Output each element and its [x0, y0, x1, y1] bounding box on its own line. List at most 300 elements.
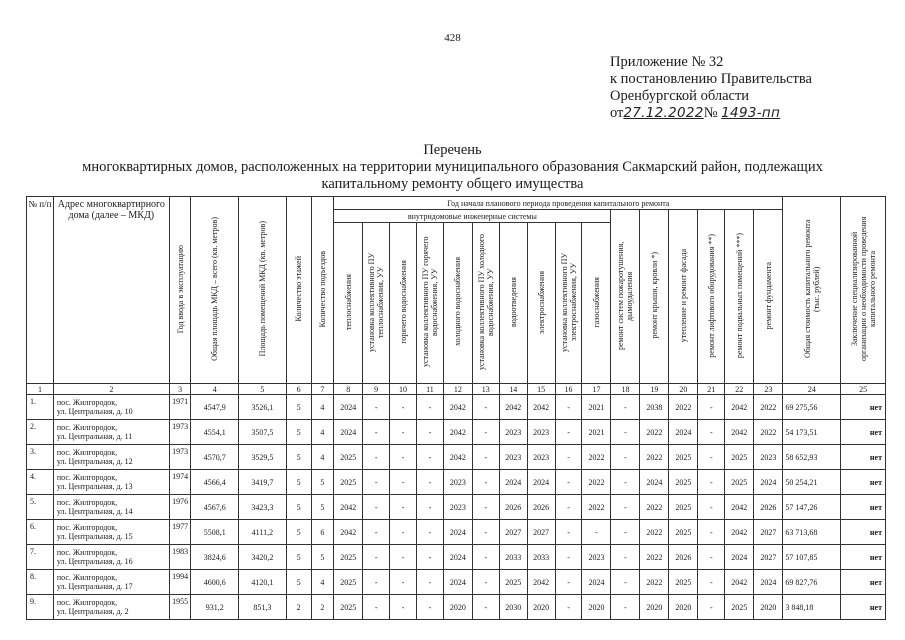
table-cell: 7. — [27, 545, 54, 570]
table-cell: - — [555, 520, 582, 545]
table-cell: 2020 — [443, 595, 472, 620]
table-row — [27, 445, 886, 470]
header-cost: Общая стоимость капитального ремонта (тыс. рублей) — [783, 197, 841, 384]
table-cell: 2027 — [754, 520, 783, 545]
table-cell: 2026 — [499, 495, 527, 520]
table-cell: - — [611, 520, 640, 545]
table-cell: 2042 — [527, 570, 555, 595]
table-cell: 3420,2 — [239, 545, 287, 570]
table-cell: 2024 — [443, 570, 472, 595]
header-electric: электроснабжения — [527, 223, 555, 384]
table-cell: 2023 — [499, 445, 527, 470]
table-cell: 2024 — [334, 395, 363, 420]
column-number: 12 — [443, 384, 472, 395]
table-cell: - — [611, 445, 640, 470]
table-cell: 2022 — [640, 545, 669, 570]
table-cell: нет — [841, 545, 886, 570]
column-number: 15 — [527, 384, 555, 395]
column-number: 25 — [841, 384, 886, 395]
table-cell: 1976 — [169, 495, 191, 520]
table-cell: нет — [841, 420, 886, 445]
header-address: Адрес многоквартирного дома (далее – МКД) — [53, 197, 169, 384]
table-cell: 2042 — [334, 495, 363, 520]
header-roof: ремонт крыши, кровли *) — [640, 210, 669, 384]
column-number: 4 — [191, 384, 239, 395]
table-cell: 9. — [27, 595, 54, 620]
table-cell: 5 — [311, 545, 334, 570]
table-cell: 2033 — [499, 545, 527, 570]
column-number: 17 — [582, 384, 611, 395]
column-numbers — [27, 384, 886, 395]
table-cell: 6. — [27, 520, 54, 545]
table-cell: нет — [841, 595, 886, 620]
table-cell: - — [611, 545, 640, 570]
table-cell: 2025 — [669, 470, 698, 495]
table-cell: пос. Жилгородок, ул. Центральная, д. 11 — [53, 420, 169, 445]
table-cell: 2025 — [669, 570, 698, 595]
annex-block — [610, 54, 812, 122]
table-cell: 2024 — [640, 470, 669, 495]
table-cell: - — [555, 545, 582, 570]
column-number: 9 — [363, 384, 390, 395]
table-cell: 2021 — [582, 395, 611, 420]
table-cell: 2023 — [443, 470, 472, 495]
table-cell: 2022 — [582, 445, 611, 470]
table-cell: 57 147,26 — [783, 495, 841, 520]
table-cell: 1955 — [169, 595, 191, 620]
table-cell: 2023 — [754, 445, 783, 470]
table-cell: 5. — [27, 495, 54, 520]
header-premises-area: Площадь помещений МКД (кв. метров) — [239, 197, 287, 384]
table-cell: 1971 — [169, 395, 191, 420]
header-cold-water: холодного водоснабжения — [443, 223, 472, 384]
table-cell: - — [698, 520, 725, 545]
table-cell: 1973 — [169, 445, 191, 470]
column-number: 14 — [499, 384, 527, 395]
table-cell: 63 713,68 — [783, 520, 841, 545]
table-cell: 1974 — [169, 470, 191, 495]
table-cell: - — [611, 495, 640, 520]
table-cell: - — [698, 495, 725, 520]
table-cell: 3419,7 — [239, 470, 287, 495]
table-cell: 2020 — [640, 595, 669, 620]
table-cell: 2027 — [499, 520, 527, 545]
table-cell: - — [611, 420, 640, 445]
table-cell: 57 107,85 — [783, 545, 841, 570]
table-cell: 5 — [286, 395, 311, 420]
table-cell: 2042 — [725, 495, 754, 520]
table-cell: - — [555, 595, 582, 620]
table-cell: 1983 — [169, 545, 191, 570]
table-cell: - — [390, 545, 417, 570]
table-cell: 2 — [286, 595, 311, 620]
table-cell: пос. Жилгородок, ул. Центральная, д. 12 — [53, 445, 169, 470]
header-pu-heating: установка коллективного ПУ теплоснабжения, УУ — [363, 223, 390, 384]
table-cell: - — [555, 570, 582, 595]
table-cell: 2024 — [443, 545, 472, 570]
table-cell: - — [417, 570, 444, 595]
table-cell: 4566,4 — [191, 470, 239, 495]
table-cell: - — [363, 470, 390, 495]
column-number: 20 — [669, 384, 698, 395]
table-cell: 2025 — [725, 445, 754, 470]
table-cell: пос. Жилгородок, ул. Центральная, д. 10 — [53, 395, 169, 420]
table-cell: 58 652,93 — [783, 445, 841, 470]
table-cell: 69 827,76 — [783, 570, 841, 595]
table-cell: 2023 — [582, 545, 611, 570]
table-cell: 4. — [27, 470, 54, 495]
table-cell: - — [390, 495, 417, 520]
annex-number-prefix: № — [703, 105, 718, 121]
table-cell: 3 848,18 — [783, 595, 841, 620]
table-cell: 2022 — [640, 570, 669, 595]
header-pu-electric: установка коллективного ПУ электроснабжения, УУ — [555, 223, 582, 384]
column-number: 21 — [698, 384, 725, 395]
table-cell: - — [363, 420, 390, 445]
table-cell: - — [472, 545, 499, 570]
table-cell: - — [363, 545, 390, 570]
table-cell: - — [555, 470, 582, 495]
annex-number: 1493-пп — [721, 105, 781, 121]
header-basement: ремонт подвальных помещений ***) — [725, 210, 754, 384]
table-cell: нет — [841, 495, 886, 520]
header-total-area: Общая площадь МКД – всего (кв. метров) — [191, 197, 239, 384]
table-cell: - — [390, 470, 417, 495]
header-group-period: Год начала планового периода проведения капитального ремонта — [334, 197, 783, 210]
table-cell: 2033 — [527, 545, 555, 570]
table-cell: 5 — [286, 420, 311, 445]
table-cell: 4 — [311, 445, 334, 470]
header-hot-water: горячего водоснабжения — [390, 223, 417, 384]
header-facade: утепление и ремонт фасада — [669, 210, 698, 384]
table-cell: 5 — [286, 495, 311, 520]
table-cell: 4600,6 — [191, 570, 239, 595]
table-cell: нет — [841, 470, 886, 495]
table-cell: 4120,1 — [239, 570, 287, 595]
table-cell: 2042 — [443, 445, 472, 470]
table-cell: 3529,5 — [239, 445, 287, 470]
table-cell: 2038 — [640, 395, 669, 420]
column-number: 16 — [555, 384, 582, 395]
table-cell: 2025 — [669, 520, 698, 545]
table-cell: 4567,6 — [191, 495, 239, 520]
table-cell: - — [582, 520, 611, 545]
column-number: 24 — [783, 384, 841, 395]
table-cell: - — [417, 495, 444, 520]
column-number: 18 — [611, 384, 640, 395]
column-number: 22 — [725, 384, 754, 395]
header-fire: ремонт систем пожаротушения, дымоудаления — [611, 210, 640, 384]
table-cell: 2025 — [334, 545, 363, 570]
table-cell: 2025 — [334, 595, 363, 620]
table-cell: 4547,9 — [191, 395, 239, 420]
header-pu-hot-water: установка коллективного ПУ горячего водоснабжения, УУ — [417, 223, 444, 384]
column-number: 7 — [311, 384, 334, 395]
table-cell: 5 — [286, 520, 311, 545]
header-pu-cold-water: установка коллективного ПУ холодного водоснабжения, УУ — [472, 223, 499, 384]
table-cell: 4570,7 — [191, 445, 239, 470]
table-cell: 2024 — [754, 470, 783, 495]
column-number: 11 — [417, 384, 444, 395]
table-cell: 2042 — [443, 420, 472, 445]
table-cell: 1977 — [169, 520, 191, 545]
table-cell: 2. — [27, 420, 54, 445]
column-number: 23 — [754, 384, 783, 395]
table-cell: 2042 — [499, 395, 527, 420]
table-cell: 4554,1 — [191, 420, 239, 445]
table-cell: - — [611, 470, 640, 495]
table-cell: 2025 — [499, 570, 527, 595]
table-cell: 2025 — [669, 495, 698, 520]
table-cell: 2042 — [725, 395, 754, 420]
header-heating: теплоснабжения — [334, 223, 363, 384]
table-cell: 2024 — [754, 570, 783, 595]
header-conclusion: Заключение специализированной организации о необходимости проведения капитального ремонта — [841, 197, 886, 384]
column-number: 1 — [27, 384, 54, 395]
table-cell: пос. Жилгородок, ул. Центральная, д. 2 — [53, 595, 169, 620]
column-number: 19 — [640, 384, 669, 395]
annex-line-2: к постановлению Правительства — [610, 71, 812, 87]
table-cell: 2025 — [334, 570, 363, 595]
column-number: 6 — [286, 384, 311, 395]
table-cell: - — [555, 495, 582, 520]
table-cell: - — [472, 595, 499, 620]
table-cell: - — [390, 395, 417, 420]
table-cell: 3507,5 — [239, 420, 287, 445]
table-cell: 2042 — [725, 520, 754, 545]
table-cell: 2042 — [725, 420, 754, 445]
table-cell: - — [417, 595, 444, 620]
table-cell: 2 — [311, 595, 334, 620]
table-cell: нет — [841, 445, 886, 470]
table-cell: 931,2 — [191, 595, 239, 620]
table-cell: - — [390, 445, 417, 470]
table-row — [27, 545, 886, 570]
header-entrances: Количество подъездов — [311, 197, 334, 384]
annex-date-line — [610, 105, 812, 122]
table-cell: 2025 — [334, 445, 363, 470]
table-row — [27, 595, 886, 620]
table-cell: - — [555, 445, 582, 470]
header-floors: Количество этажей — [286, 197, 311, 384]
table-cell: - — [698, 545, 725, 570]
table-cell: - — [698, 595, 725, 620]
column-number: 3 — [169, 384, 191, 395]
table-cell: - — [363, 495, 390, 520]
table-cell: 2022 — [582, 495, 611, 520]
table-cell: - — [363, 520, 390, 545]
table-row — [27, 470, 886, 495]
title-line-2: многоквартирных домов, расположенных на территории муниципального образования Сакмарский район, подлежащих — [82, 159, 823, 175]
table-cell: 2022 — [640, 495, 669, 520]
table-cell: 2025 — [334, 470, 363, 495]
page-number: 428 — [444, 32, 461, 44]
table-cell: 2042 — [443, 395, 472, 420]
table-cell: - — [417, 545, 444, 570]
table-cell: нет — [841, 520, 886, 545]
table-cell: 2022 — [640, 420, 669, 445]
table-cell: 5 — [311, 495, 334, 520]
table-cell: 2026 — [669, 545, 698, 570]
table-cell: 2027 — [754, 545, 783, 570]
table-cell: 3824,6 — [191, 545, 239, 570]
table-cell: 5 — [286, 545, 311, 570]
table-cell: 8. — [27, 570, 54, 595]
table-cell: - — [390, 520, 417, 545]
column-number: 2 — [53, 384, 169, 395]
table-cell: - — [390, 570, 417, 595]
table-cell: пос. Жилгородок, ул. Центральная, д. 17 — [53, 570, 169, 595]
header-foundation: ремонт фундамента — [754, 210, 783, 384]
table-cell: 2022 — [754, 395, 783, 420]
table-cell: пос. Жилгородок, ул. Центральная, д. 16 — [53, 545, 169, 570]
table-cell: - — [390, 595, 417, 620]
table-cell: - — [698, 395, 725, 420]
table-body — [27, 395, 886, 620]
table-cell: нет — [841, 395, 886, 420]
table-cell: 2030 — [499, 595, 527, 620]
table-cell: 2020 — [527, 595, 555, 620]
table-cell: 1994 — [169, 570, 191, 595]
table-cell: пос. Жилгородок, ул. Центральная, д. 15 — [53, 520, 169, 545]
table-cell: - — [698, 420, 725, 445]
table-cell: - — [555, 420, 582, 445]
table-cell: - — [417, 520, 444, 545]
table-cell: - — [611, 595, 640, 620]
table-cell: - — [472, 395, 499, 420]
table-cell: 1973 — [169, 420, 191, 445]
annex-line-1: Приложение № 32 — [610, 54, 724, 70]
table-cell: 2025 — [725, 470, 754, 495]
table-row — [27, 520, 886, 545]
header-lift: ремонт лифтового оборудования **) — [698, 210, 725, 384]
table-cell: 2024 — [669, 420, 698, 445]
table-cell: - — [417, 395, 444, 420]
title-line-1: Перечень — [423, 142, 482, 158]
table-cell: - — [363, 595, 390, 620]
buildings-table — [26, 196, 886, 620]
table-cell: - — [472, 445, 499, 470]
table-cell: - — [698, 470, 725, 495]
table-cell: пос. Жилгородок, ул. Центральная, д. 13 — [53, 470, 169, 495]
table-cell: - — [698, 445, 725, 470]
table-cell: 2020 — [754, 595, 783, 620]
table-cell: 4 — [311, 420, 334, 445]
table-cell: - — [611, 395, 640, 420]
table-cell: - — [472, 520, 499, 545]
table-cell: 2024 — [443, 520, 472, 545]
table-cell: - — [390, 420, 417, 445]
header-num: № п/п — [27, 197, 54, 384]
header-internal-systems: внутридомовые инженерные системы — [334, 210, 611, 223]
table-cell: нет — [841, 570, 886, 595]
table-cell: - — [417, 445, 444, 470]
table-row — [27, 420, 886, 445]
table-header — [27, 197, 886, 384]
table-cell: - — [417, 470, 444, 495]
table-row — [27, 395, 886, 420]
table-cell: - — [555, 395, 582, 420]
table-cell: 3. — [27, 445, 54, 470]
table-cell: 2020 — [669, 595, 698, 620]
table-cell: 2023 — [443, 495, 472, 520]
table-cell: 5508,1 — [191, 520, 239, 545]
table-cell: 2022 — [754, 420, 783, 445]
table-cell: 2024 — [334, 420, 363, 445]
table-cell: 2024 — [499, 470, 527, 495]
table-cell: 2025 — [725, 595, 754, 620]
annex-line-3: Оренбургской области — [610, 88, 750, 104]
table-cell: - — [417, 420, 444, 445]
table-cell: 2026 — [527, 495, 555, 520]
table-cell: 1. — [27, 395, 54, 420]
table-cell: 2020 — [582, 595, 611, 620]
table-cell: 54 173,51 — [783, 420, 841, 445]
table-cell: - — [472, 495, 499, 520]
table-cell: 2027 — [527, 520, 555, 545]
annex-date-prefix: от — [610, 105, 624, 121]
table-row — [27, 570, 886, 595]
table-cell: 2024 — [582, 570, 611, 595]
header-year-built: Год ввода в эксплуатацию — [169, 197, 191, 384]
table-cell: - — [363, 445, 390, 470]
table-cell: 4111,2 — [239, 520, 287, 545]
column-number: 8 — [334, 384, 363, 395]
document-title — [0, 142, 905, 193]
column-number: 13 — [472, 384, 499, 395]
table-cell: 5 — [311, 470, 334, 495]
header-gas: газоснабжения — [582, 223, 611, 384]
table-cell: 2022 — [669, 395, 698, 420]
column-number: 10 — [390, 384, 417, 395]
table-cell: - — [472, 570, 499, 595]
table-cell: 2024 — [527, 470, 555, 495]
table-row — [27, 495, 886, 520]
annex-date: 27.12.2022 — [623, 105, 704, 121]
table-cell: 3526,1 — [239, 395, 287, 420]
table-cell: 2022 — [582, 470, 611, 495]
table-cell: 50 254,21 — [783, 470, 841, 495]
table-cell: 3423,3 — [239, 495, 287, 520]
table-cell: 2023 — [527, 445, 555, 470]
table-cell: 4 — [311, 570, 334, 595]
table-cell: - — [472, 470, 499, 495]
title-line-3: капитальному ремонту общего имущества — [321, 176, 584, 192]
table-cell: 5 — [286, 570, 311, 595]
table-cell: 2022 — [640, 520, 669, 545]
table-cell: 851,3 — [239, 595, 287, 620]
table-cell: - — [363, 570, 390, 595]
table-cell: 2042 — [334, 520, 363, 545]
table-cell: - — [363, 395, 390, 420]
table-cell: 2021 — [582, 420, 611, 445]
table-cell: пос. Жилгородок, ул. Центральная, д. 14 — [53, 495, 169, 520]
table-cell: - — [698, 570, 725, 595]
table-cell: 5 — [286, 445, 311, 470]
table-cell: 2025 — [669, 445, 698, 470]
column-number: 5 — [239, 384, 287, 395]
header-sewer: водоотведения — [499, 223, 527, 384]
table-cell: 2042 — [725, 570, 754, 595]
table-cell: 4 — [311, 395, 334, 420]
table-cell: 5 — [286, 470, 311, 495]
table-cell: - — [611, 570, 640, 595]
table-cell: 6 — [311, 520, 334, 545]
table-cell: 2024 — [725, 545, 754, 570]
table-cell: - — [472, 420, 499, 445]
column-number-row — [27, 384, 886, 395]
table-cell: 69 275,56 — [783, 395, 841, 420]
